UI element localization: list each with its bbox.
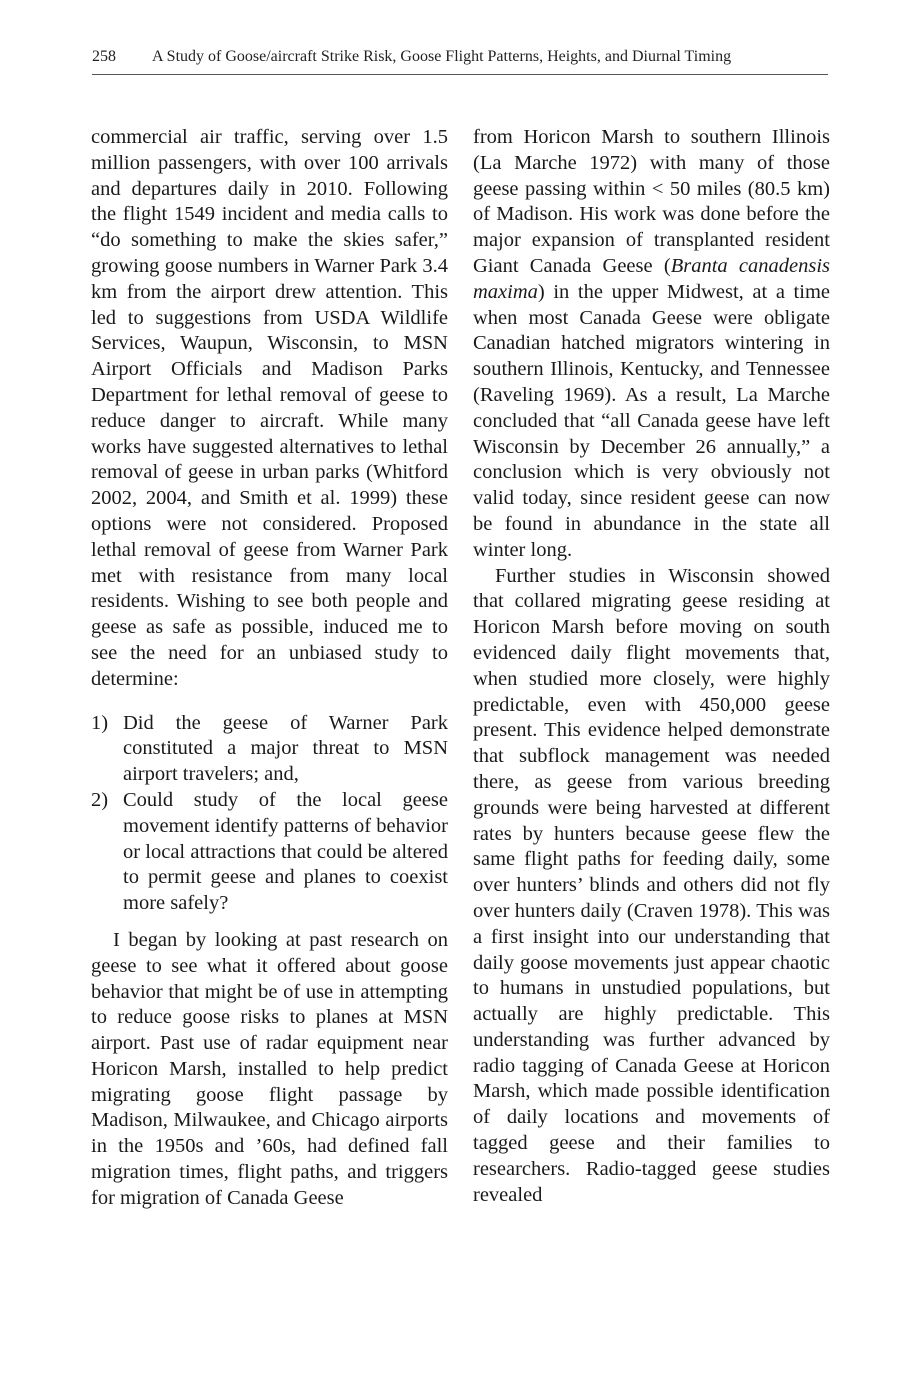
list-item-text: Did the geese of Warner Park constituted a major threat to MSN airport travelers; and,	[123, 711, 448, 786]
text-run: ) in the upper Midwest, at a time when most Canada Geese were obligate Canadian hatched migrators wintering in southern Illinois, Kentucky, and Tennessee (Raveling 1969). As a result, La Marche concluded that “all Canada geese have left Wisconsin by December 26 annually,” a conclusion which is very obviously not valid today, since resident geese can now be found in abundance in the state all winter long.	[473, 280, 830, 561]
right-column	[473, 125, 830, 1208]
paragraph	[473, 125, 830, 564]
list-item-number: 2)	[91, 788, 109, 811]
question-list	[91, 711, 448, 917]
paragraph: commercial air traffic, serving over 1.5 million passengers, with over 100 arrivals and departures daily in 2010. Following the flight 1549 incident and media calls to “do something to make the skies safer,” growing goose numbers in Warner Park 3.4 km from the airport drew attention. This led to suggestions from USDA Wildlife Services, Waupun, Wisconsin, to MSN Airport Officials and Madison Parks Department for lethal removal of geese to reduce danger to aircraft. While many works have suggested alternatives to lethal removal of geese in urban parks (Whitford 2002, 2004, and Smith et al. 1999) these options were not considered. Proposed lethal removal of geese from Warner Park met with resistance from many local residents. Wishing to see both people and geese as safe as possible, induced me to see the need for an unbiased study to determine:	[91, 126, 448, 690]
page-number: 258	[92, 48, 116, 65]
list-item-text: Could study of the local geese movement identify patterns of behavior or local attractions that could be altered to permit geese and planes to coexist more safely?	[123, 788, 448, 915]
paragraph: I began by looking at past research on geese to see what it offered about goose behavior that might be of use in attempting to reduce goose risks to planes at MSN airport. Past use of radar equipment near Horicon Marsh, installed to help predict migrating goose flight passage by Madison, Milwaukee, and Chicago airports in the 1950s and ’60s, had defined fall migration times, flight paths, and triggers for migration of Canada Geese	[91, 928, 448, 1209]
running-title: A Study of Goose/aircraft Strike Risk, Goose Flight Patterns, Heights, and Diurnal Timing	[152, 48, 732, 65]
left-column	[91, 125, 448, 1212]
list-item	[91, 788, 448, 917]
list-item-number: 1)	[91, 711, 109, 734]
text-run: from Horicon Marsh to southern Illinois (La Marche 1972) with many of those geese passing within < 50 miles (80.5 km) of Madison. His work was done before the major expansion of transplanted resident Giant Canada Geese (	[473, 126, 830, 277]
species-name: Branta canadensis maxima	[473, 254, 831, 303]
list-item	[91, 711, 448, 788]
paragraph: Further studies in Wisconsin showed that collared migrating geese residing at Horicon Marsh before moving on south evidenced daily flight movements that, when studied more closely, were highly predictable, even with 450,000 geese present. This evidence helped demonstrate that subflock management was needed there, as geese from various breeding grounds were being harvested at different rates by hunters because geese flew the same flight paths for feeding daily, some over hunters’ blinds and others did not fly over hunters daily (Craven 1978). This was a first insight into our understanding that daily goose movements just appear chaotic to humans in unstudied populations, but actually are highly predictable. This understanding was further advanced by radio tagging of Canada Geese at Horicon Marsh, which made possible identification of daily locations and movements of tagged geese and their families to researchers. Radio-tagged geese studies revealed	[473, 564, 830, 1206]
running-header	[92, 48, 828, 75]
